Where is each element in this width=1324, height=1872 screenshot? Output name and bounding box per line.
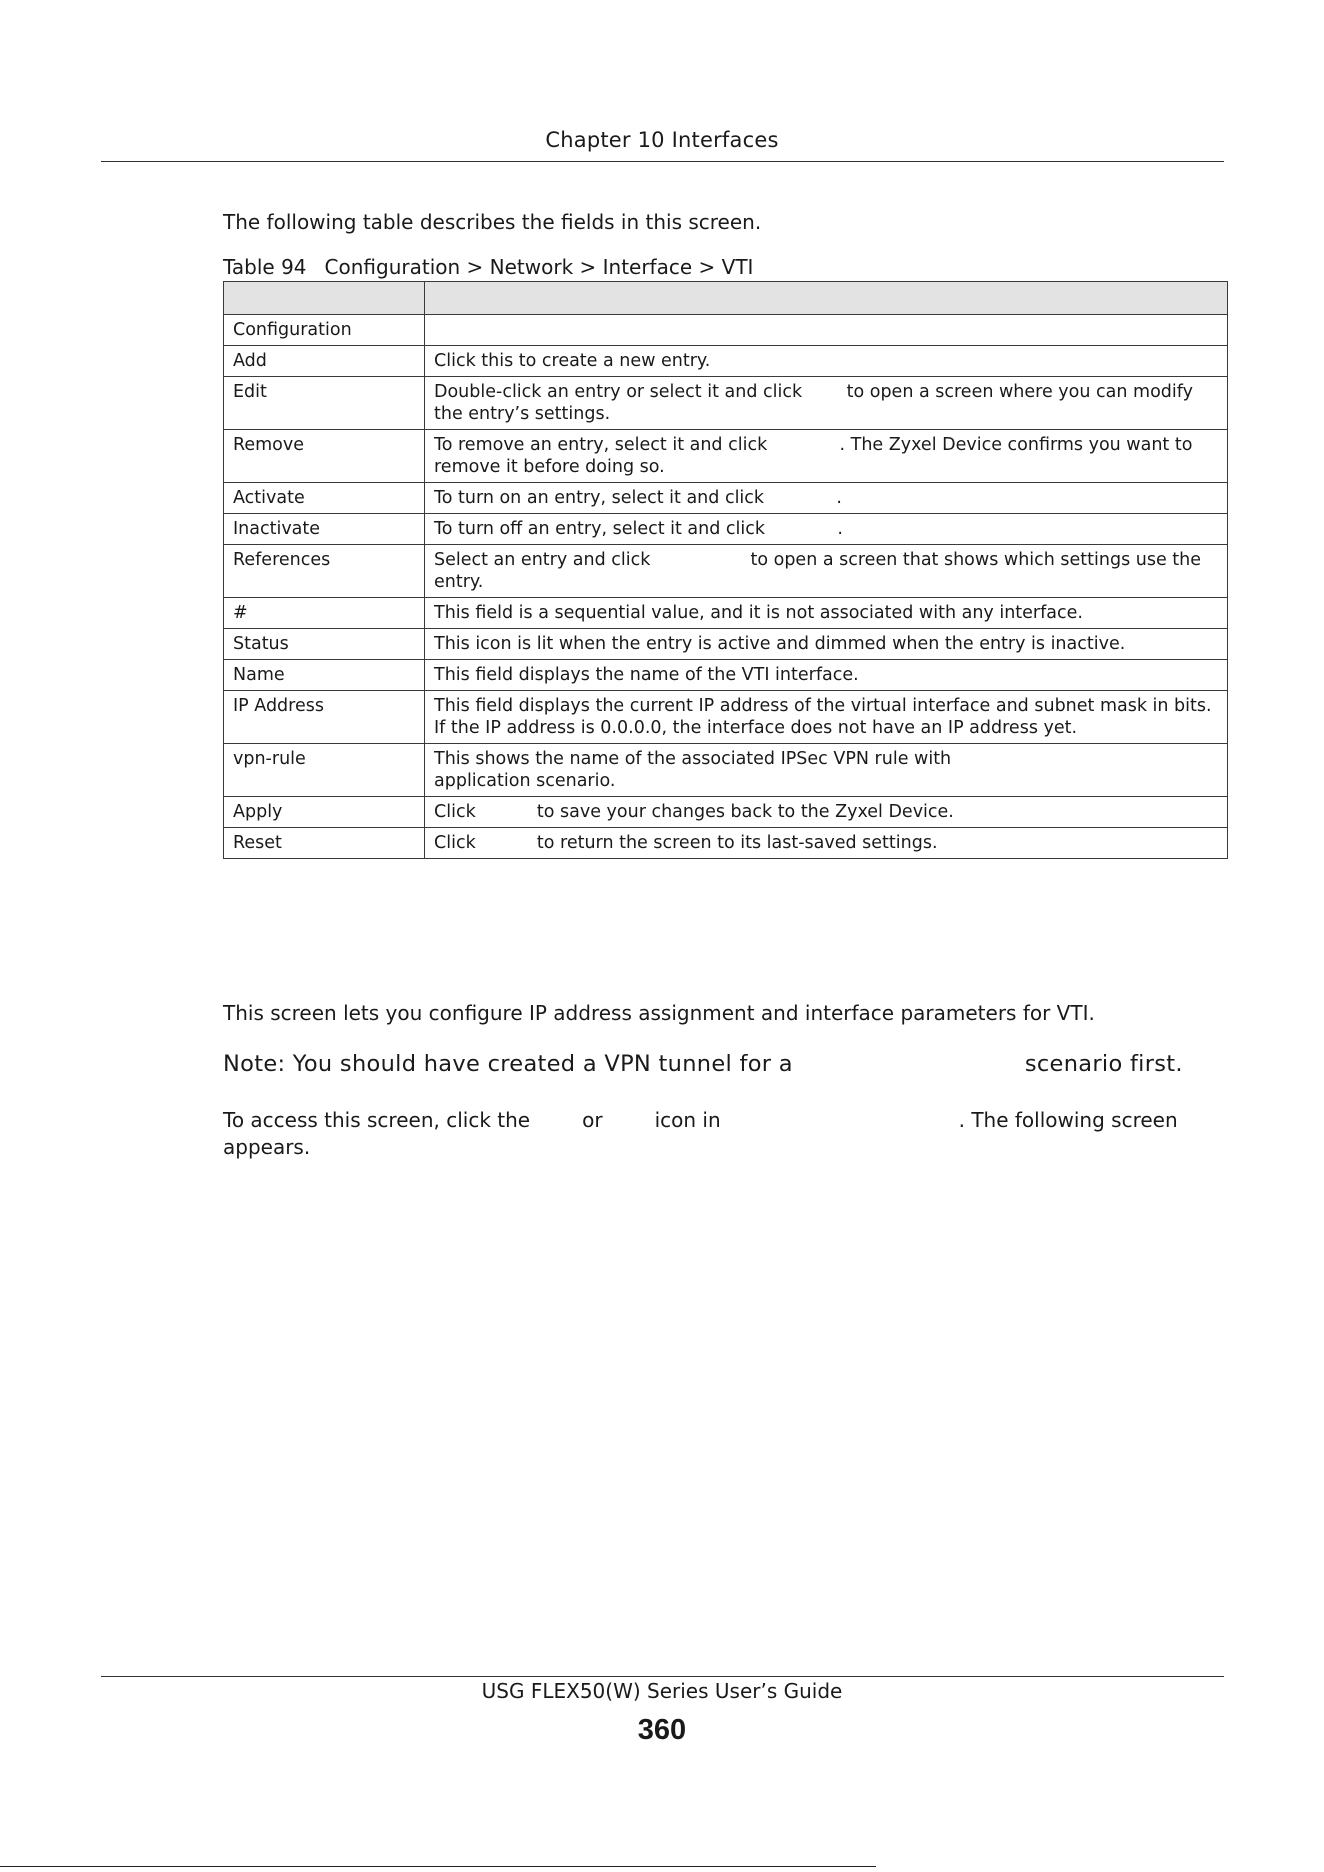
table-row xyxy=(224,828,1228,859)
table-row xyxy=(224,660,1228,691)
table-row xyxy=(224,430,1228,483)
access-part-2: or xyxy=(582,1108,603,1132)
access-part-3: icon in xyxy=(654,1108,721,1132)
field-description: Click to return the screen to its last-saved settings. xyxy=(425,828,1228,859)
field-label: # xyxy=(224,598,425,629)
field-description: This shows the name of the associated IPSec VPN rule with application scenario. xyxy=(425,744,1228,797)
table-row xyxy=(224,545,1228,598)
field-label: Name xyxy=(224,660,425,691)
field-description xyxy=(425,315,1228,346)
field-label: Reset xyxy=(224,828,425,859)
table-row xyxy=(224,797,1228,828)
field-description: Select an entry and click to open a screen that shows which settings use the entry. xyxy=(425,545,1228,598)
header-cell-label xyxy=(224,282,425,315)
field-label: Add xyxy=(224,346,425,377)
note-start: Note: You should have created a VPN tunnel for a xyxy=(223,1051,793,1077)
table-body xyxy=(224,315,1228,859)
note-end: scenario first. xyxy=(1024,1051,1183,1077)
table-row xyxy=(224,377,1228,430)
field-description: To turn off an entry, select it and click . xyxy=(425,514,1228,545)
field-label: Edit xyxy=(224,377,425,430)
field-description: This icon is lit when the entry is active and dimmed when the entry is inactive. xyxy=(425,629,1228,660)
table-row xyxy=(224,629,1228,660)
table-row xyxy=(224,483,1228,514)
table-caption xyxy=(223,255,753,279)
bottom-edge-line xyxy=(0,1866,876,1867)
header-cell-description xyxy=(425,282,1228,315)
field-description: To turn on an entry, select it and click . xyxy=(425,483,1228,514)
field-label: Configuration xyxy=(224,315,425,346)
field-description: This field is a sequential value, and it is not associated with any interface. xyxy=(425,598,1228,629)
field-label: Status xyxy=(224,629,425,660)
access-part-1: To access this screen, click the xyxy=(223,1108,531,1132)
table-header-row xyxy=(224,282,1228,315)
table-caption-number: Table 94 xyxy=(223,255,307,279)
field-label: IP Address xyxy=(224,691,425,744)
field-label: Activate xyxy=(224,483,425,514)
field-label: Inactivate xyxy=(224,514,425,545)
field-label: vpn-rule xyxy=(224,744,425,797)
access-part-4: . The following screen appears. xyxy=(223,1108,1178,1159)
section-intro-text: This screen lets you configure IP address assignment and interface parameters for VTI. xyxy=(223,1001,1095,1025)
field-label: Remove xyxy=(224,430,425,483)
table-caption-title: Configuration > Network > Interface > VTI xyxy=(324,255,754,279)
field-description: This field displays the name of the VTI interface. xyxy=(425,660,1228,691)
header-divider xyxy=(101,161,1224,162)
table-row xyxy=(224,315,1228,346)
note-text xyxy=(223,1051,1183,1078)
table-intro-text: The following table describes the fields in this screen. xyxy=(223,210,762,234)
chapter-header: Chapter 10 Interfaces xyxy=(545,128,779,152)
field-description: Click this to create a new entry. xyxy=(425,346,1228,377)
field-label: Apply xyxy=(224,797,425,828)
table-row xyxy=(224,346,1228,377)
footer-divider xyxy=(101,1676,1224,1677)
field-label: References xyxy=(224,545,425,598)
field-description: Double-click an entry or select it and click to open a screen where you can modify the entry’s settings. xyxy=(425,377,1228,430)
access-instructions xyxy=(223,1107,1233,1161)
table-row xyxy=(224,691,1228,744)
table-row xyxy=(224,744,1228,797)
field-description: Click to save your changes back to the Zyxel Device. xyxy=(425,797,1228,828)
field-description: This field displays the current IP address of the virtual interface and subnet mask in bits. If the IP address is 0.0.0.0, the interface does not have an IP address yet. xyxy=(425,691,1228,744)
page-number: 360 xyxy=(637,1714,687,1746)
field-description: To remove an entry, select it and click . The Zyxel Device confirms you want to remove it before doing so. xyxy=(425,430,1228,483)
guide-title: USG FLEX50(W) Series User’s Guide xyxy=(481,1679,843,1703)
table-row xyxy=(224,598,1228,629)
fields-table xyxy=(223,281,1228,859)
table-row xyxy=(224,514,1228,545)
